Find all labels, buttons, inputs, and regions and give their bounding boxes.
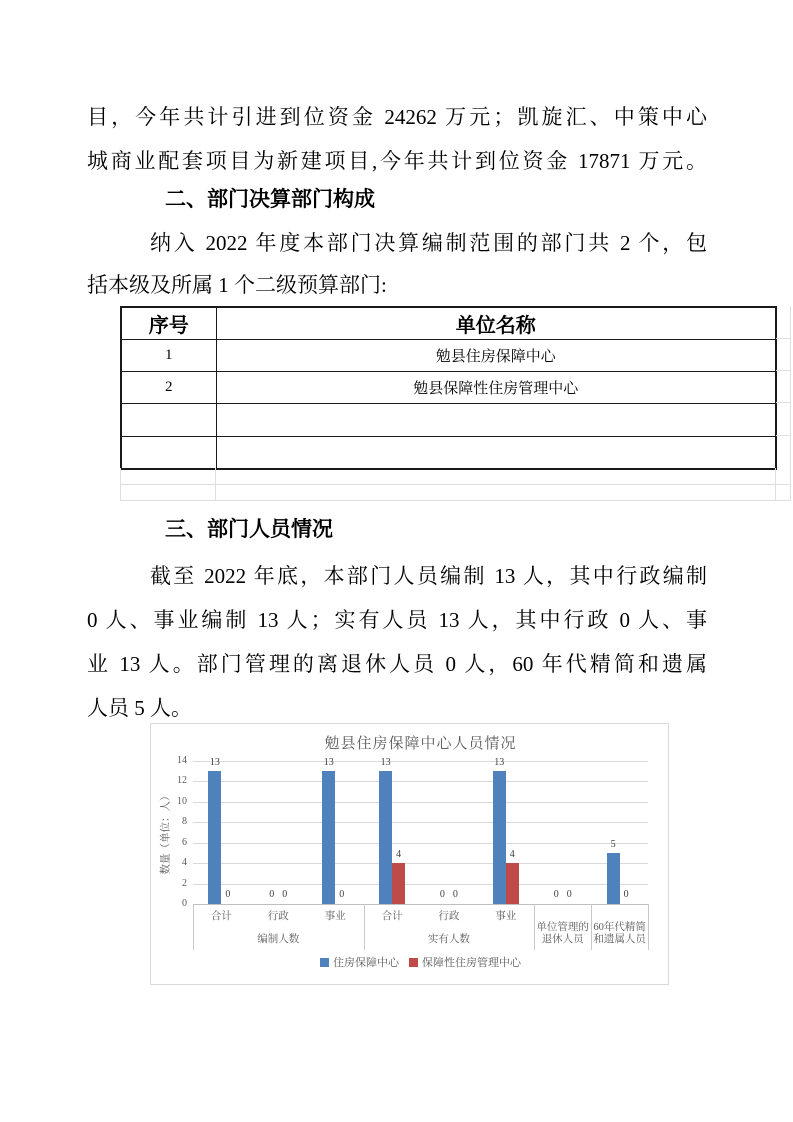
gridline xyxy=(193,781,648,782)
gridline xyxy=(193,761,648,762)
bar-value-label: 0 xyxy=(553,889,559,900)
faint-gridline xyxy=(775,468,776,500)
bar-value-label: 0 xyxy=(452,889,458,900)
table-row xyxy=(121,436,776,469)
category-label: 行政 xyxy=(438,911,460,922)
bar-value-label: 13 xyxy=(380,757,391,769)
bar xyxy=(379,771,392,904)
legend-label: 保障性住房管理中心 xyxy=(422,957,521,969)
bar-value-label: 4 xyxy=(509,849,515,861)
table-cell-index: 1 xyxy=(121,339,216,371)
table-row xyxy=(121,403,776,436)
x-axis-line xyxy=(193,904,648,905)
y-tick-label: 4 xyxy=(182,857,187,869)
bar xyxy=(322,771,335,904)
group-label: 60年代精简和遗属人员 xyxy=(593,922,646,945)
bar xyxy=(392,863,405,904)
table-header-unit-name: 单位名称 xyxy=(216,307,776,339)
table-of-units xyxy=(120,306,777,470)
paragraph-text: 纳入 2022 年度本部门决算编制范围的部门共 2 个，包 xyxy=(150,231,707,255)
chart-title: 勉县住房保障中心人员情况 xyxy=(324,736,517,752)
bar xyxy=(493,771,506,904)
axis-separator xyxy=(648,904,649,950)
group-label: 单位管理的退休人员 xyxy=(536,922,589,945)
table-cell-unit: 勉县住房保障中心 xyxy=(216,339,776,371)
bar-value-label: 0 xyxy=(282,889,288,900)
faint-gridline xyxy=(790,306,791,501)
group-label: 实有人数 xyxy=(427,934,470,945)
category-label: 合计 xyxy=(381,911,403,922)
category-label: 事业 xyxy=(495,911,517,922)
table-cell-unit xyxy=(216,403,776,436)
faint-gridline xyxy=(120,468,121,500)
category-label: 行政 xyxy=(267,911,289,922)
bar-value-label: 4 xyxy=(396,849,402,861)
paragraph-text: 城商业配套项目为新建项目,今年共计到位资金 17871 万元。 xyxy=(87,149,707,173)
bar-value-label: 0 xyxy=(339,889,345,900)
category-label: 合计 xyxy=(210,911,232,922)
bar-value-label: 5 xyxy=(610,838,616,850)
bar xyxy=(208,771,221,904)
chart-legend xyxy=(193,954,648,970)
table-cell-index xyxy=(121,403,216,436)
legend-swatch-red xyxy=(409,958,418,967)
y-tick-label: 8 xyxy=(182,816,187,828)
paragraph-text: 业 13 人。部门管理的离退休人员 0 人，60 年代精简和遗属 xyxy=(87,652,707,676)
gridline xyxy=(193,822,648,823)
paragraph-text: 截至 2022 年底，本部门人员编制 13 人，其中行政编制 xyxy=(150,564,707,588)
legend-item xyxy=(320,954,399,970)
legend-swatch-blue xyxy=(320,958,329,967)
y-tick-label: 2 xyxy=(182,877,187,889)
faint-gridline xyxy=(776,370,791,371)
faint-gridline xyxy=(776,402,791,403)
table-row xyxy=(121,339,776,371)
paragraph-text: 人员 5 人。 xyxy=(87,696,192,720)
bar-value-label: 0 xyxy=(225,889,231,900)
gridline xyxy=(193,802,648,803)
faint-gridline xyxy=(776,435,791,436)
table-cell-unit xyxy=(216,436,776,469)
y-tick-label: 10 xyxy=(177,795,187,807)
bar-value-label: 13 xyxy=(209,757,220,769)
y-tick-label: 14 xyxy=(177,755,187,766)
gridline xyxy=(193,863,648,864)
group-label: 编制人数 xyxy=(257,934,300,945)
table-cell-index xyxy=(121,436,216,469)
bar-value-label: 0 xyxy=(439,889,445,900)
faint-gridline xyxy=(215,468,216,500)
faint-gridline xyxy=(120,500,791,501)
y-tick-label: 12 xyxy=(177,775,187,787)
section-heading-3: 三、部门人员情况 xyxy=(165,518,333,541)
paragraph-text: 括本级及所属 1 个二级预算部门: xyxy=(87,273,387,297)
table-cell-index: 2 xyxy=(121,371,216,403)
y-axis-title: 数量（单位：人） xyxy=(160,790,172,875)
bar xyxy=(506,863,519,904)
bar-value-label: 13 xyxy=(494,757,505,769)
gridline xyxy=(193,843,648,844)
y-tick-label: 6 xyxy=(182,836,187,848)
legend-item xyxy=(409,954,521,970)
faint-gridline xyxy=(120,484,791,485)
category-label: 事业 xyxy=(324,911,346,922)
legend-label: 住房保障中心 xyxy=(333,957,399,969)
gridline xyxy=(193,884,648,885)
section-heading-2: 二、部门决算部门构成 xyxy=(165,188,375,211)
bar-value-label: 13 xyxy=(323,757,334,769)
table-cell-unit: 勉县保障性住房管理中心 xyxy=(216,371,776,403)
bar-value-label: 0 xyxy=(623,889,629,900)
personnel-bar-chart xyxy=(150,723,669,985)
table-header-index: 序号 xyxy=(121,307,216,339)
bar-value-label: 0 xyxy=(269,889,275,900)
table-row xyxy=(121,371,776,403)
y-tick-label: 0 xyxy=(182,898,187,909)
faint-gridline xyxy=(776,338,791,339)
paragraph-text: 0 人、事业编制 13 人；实有人员 13 人，其中行政 0 人、事 xyxy=(87,608,707,632)
paragraph-text: 目，今年共计引进到位资金 24262 万元；凯旋汇、中策中心 xyxy=(87,105,707,129)
bar-value-label: 0 xyxy=(566,889,572,900)
